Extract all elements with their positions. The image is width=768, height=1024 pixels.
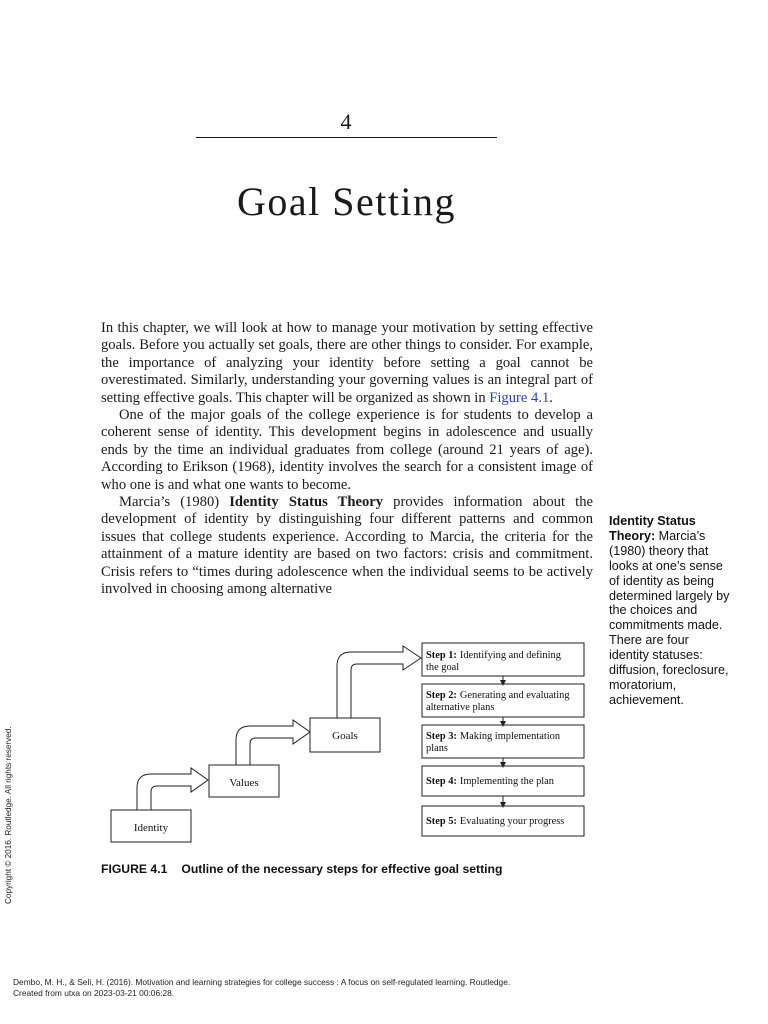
paragraph-intro-end: . (549, 389, 553, 406)
step-5-label: Step 5: (426, 816, 457, 827)
step-1-label: Step 1: (426, 650, 457, 661)
paragraph-marcia-start: Marcia’s (1980) (119, 494, 230, 511)
step-5-line1: Evaluating your progress (459, 816, 565, 827)
copyright-notice: Copyright © 2016. Routledge. All rights reserved. (4, 726, 13, 904)
paragraph-identity: One of the major goals of the college experience is for students to develop a coherent sense of identity. This development begins in adolescence and usually ends by the time an individual graduates from college (around 21 years of age). According to Erikson (1968), identity involves the search for a consistent image of who one is and what one wants to become. (101, 407, 593, 493)
step-5-box (422, 806, 584, 836)
svg-text:Step 5:Evaluating your progres (426, 816, 564, 827)
paragraph-marcia (101, 494, 593, 598)
citation-line-1: Dembo, M. H., & Seli, H. (2016). Motivation and learning strategies for college success : A focus on self-regulated learning. Routledge. (13, 977, 511, 987)
citation-line-2: Created from utxa on 2023-03-21 00:06:28. (13, 987, 175, 998)
chapter-rule (196, 137, 497, 138)
arrow-identity-to-values (137, 768, 208, 810)
margin-term: Identity Status Theory: (609, 514, 696, 543)
box-goals (310, 718, 380, 752)
figure-caption-text: Outline of the necessary steps for effective goal setting (181, 862, 503, 876)
figure-caption (101, 862, 601, 876)
step-1-box (422, 643, 584, 676)
chapter-number: 4 (340, 109, 352, 134)
arrow-values-to-goals (236, 720, 310, 765)
figure-link[interactable]: Figure 4.1 (489, 389, 550, 406)
box-values-label: Values (229, 777, 259, 789)
box-identity-label: Identity (133, 822, 169, 834)
step-1-line1: Identifying and defining (459, 650, 561, 661)
step-4-box (422, 766, 584, 796)
arrow-goals-to-steps (337, 646, 421, 718)
svg-text:Step 2:Generating and evaluati (426, 690, 570, 701)
step-2-label: Step 2: (426, 690, 457, 701)
svg-text:Step 3:Making implementation (426, 731, 561, 742)
body-text (101, 320, 593, 599)
step-4-label: Step 4: (426, 776, 457, 787)
margin-definition-text: Marcia’s (1980) theory that looks at one’s sense of identity as being determined largely by the choices and commitments made. There are four identity statuses: diffusion, foreclosure, moratorium, achievement. (609, 528, 730, 707)
step-3-box (422, 725, 584, 758)
box-identity (111, 810, 191, 842)
paragraph-intro (101, 320, 593, 407)
key-term: Identity Status Theory (229, 494, 384, 511)
box-goals-label: Goals (332, 730, 358, 742)
citation (13, 977, 713, 998)
figure-caption-label: FIGURE 4.1 (101, 862, 168, 876)
step-3-label: Step 3: (426, 731, 457, 742)
chapter-title: Goal Setting (236, 179, 457, 224)
svg-text:Step 1:Identifying and definin (426, 650, 561, 661)
goal-setting-diagram (101, 636, 593, 852)
box-values (209, 765, 279, 797)
step-2-line1: Generating and evaluating (459, 690, 570, 701)
step-1-line2: the goal (426, 662, 460, 673)
paragraph-intro-text: In this chapter, we will look at how to manage your motivation by setting effective goals. Before you actually set goals, there are other things to consider. For example, the importance of analyzing your identity before setting a goal cannot be overestimated. Similarly, understanding your governing values is an integral part of setting effective goals. This chapter will be organized as shown in (101, 320, 593, 406)
step-3-line1: Making implementation (459, 731, 561, 742)
step-3-line2: plans (426, 743, 448, 754)
margin-definition (609, 514, 731, 708)
step-2-line2: alternative plans (426, 702, 495, 713)
goal-setting-figure (101, 636, 593, 852)
step-4-line1: Implementing the plan (459, 776, 554, 787)
step-2-box (422, 684, 584, 717)
paragraph-marcia-rest: provides information about the development of identity by distinguishing four different patterns and common issues that college students experience. According to Marcia, the criteria for the attainment of a mature identity are based on two factors: crisis and commitment. Crisis refers to “times during adolescence when the individual seems to be actively involved in choosing among alternative (101, 494, 593, 598)
svg-text:Step 4:Implementing the plan (426, 776, 555, 787)
